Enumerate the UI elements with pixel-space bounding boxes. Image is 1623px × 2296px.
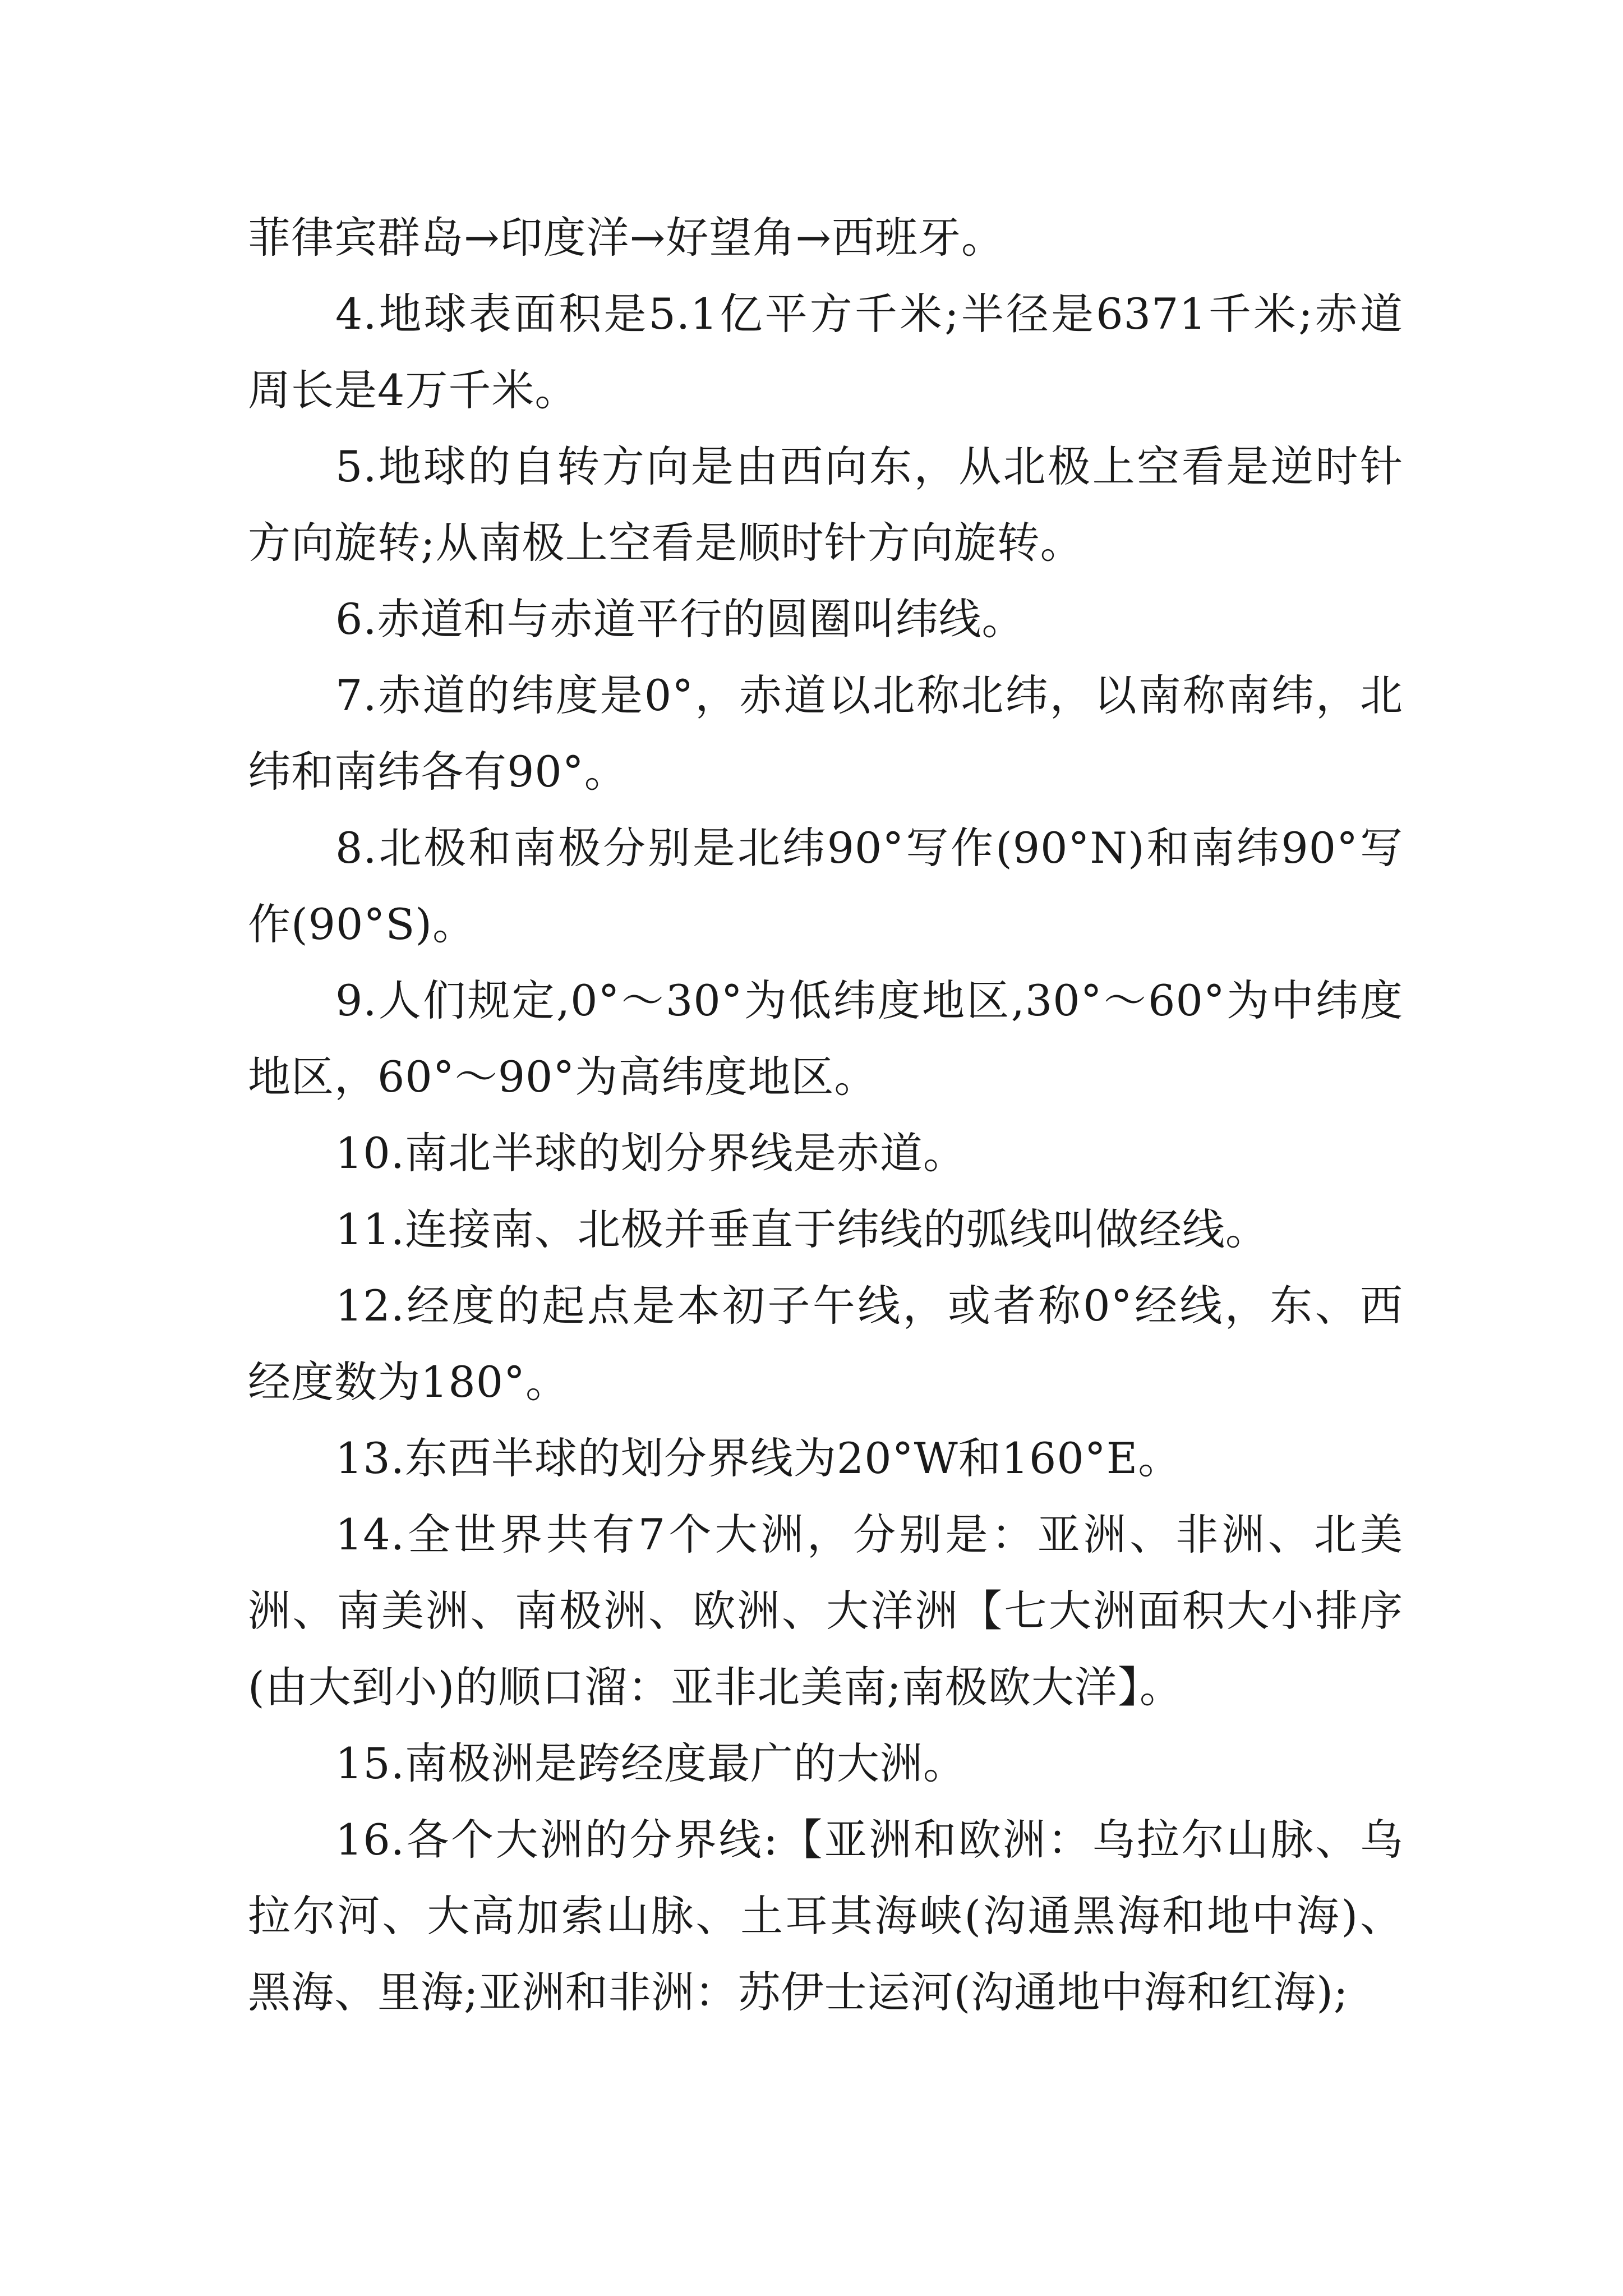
paragraph-item-14: 14.全世界共有7个大洲，分别是：亚洲、非洲、北美洲、南美洲、南极洲、欧洲、大洋洲【七大洲面积大小排序(由大到小)的顺口溜：亚非北美南;南极欧大洋】。 bbox=[248, 1510, 1403, 1712]
paragraph-item-13: 13.东西半球的划分界线为20°W和160°E。 bbox=[335, 1433, 1182, 1483]
paragraph-item-15: 15.南极洲是跨经度最广的大洲。 bbox=[335, 1738, 966, 1788]
paragraph-item-10: 10.南北半球的划分界线是赤道。 bbox=[335, 1128, 966, 1178]
paragraph-item-6: 6.赤道和与赤道平行的圆圈叫纬线。 bbox=[335, 594, 1025, 644]
paragraph-item-5: 5.地球的自转方向是由西向东，从北极上空看是逆时针方向旋转;从南极上空看是顺时针方向旋转。 bbox=[248, 441, 1403, 568]
paragraph-item-12: 12.经度的起点是本初子午线，或者称0°经线，东、西经度数为180°。 bbox=[248, 1281, 1403, 1407]
paragraph-item-8: 8.北极和南极分别是北纬90°写作(90°N)和南纬90°写作(90°S)。 bbox=[248, 823, 1403, 949]
paragraph-item-7: 7.赤道的纬度是0°，赤道以北称北纬，以南称南纬，北纬和南纬各有90°。 bbox=[248, 670, 1403, 797]
document-body bbox=[248, 200, 1403, 2031]
paragraph-item-9: 9.人们规定,0°～30°为低纬度地区,30°～60°为中纬度地区，60°～90°为高纬度地区。 bbox=[248, 976, 1403, 1102]
paragraph-item-11: 11.连接南、北极并垂直于纬线的弧线叫做经线。 bbox=[335, 1204, 1269, 1254]
paragraph-item-4: 4.地球表面积是5.1亿平方千米;半径是6371千米;赤道周长是4万千米。 bbox=[248, 289, 1403, 415]
paragraph-continuation: 菲律宾群岛→印度洋→好望角→西班牙。 bbox=[248, 213, 1005, 263]
paragraph-item-16: 16.各个大洲的分界线:【亚洲和欧洲：乌拉尔山脉、乌拉尔河、大高加索山脉、土耳其海峡(沟通黑海和地中海)、黑海、里海;亚洲和非洲：苏伊士运河(沟通地中海和红海); bbox=[248, 1815, 1403, 2017]
